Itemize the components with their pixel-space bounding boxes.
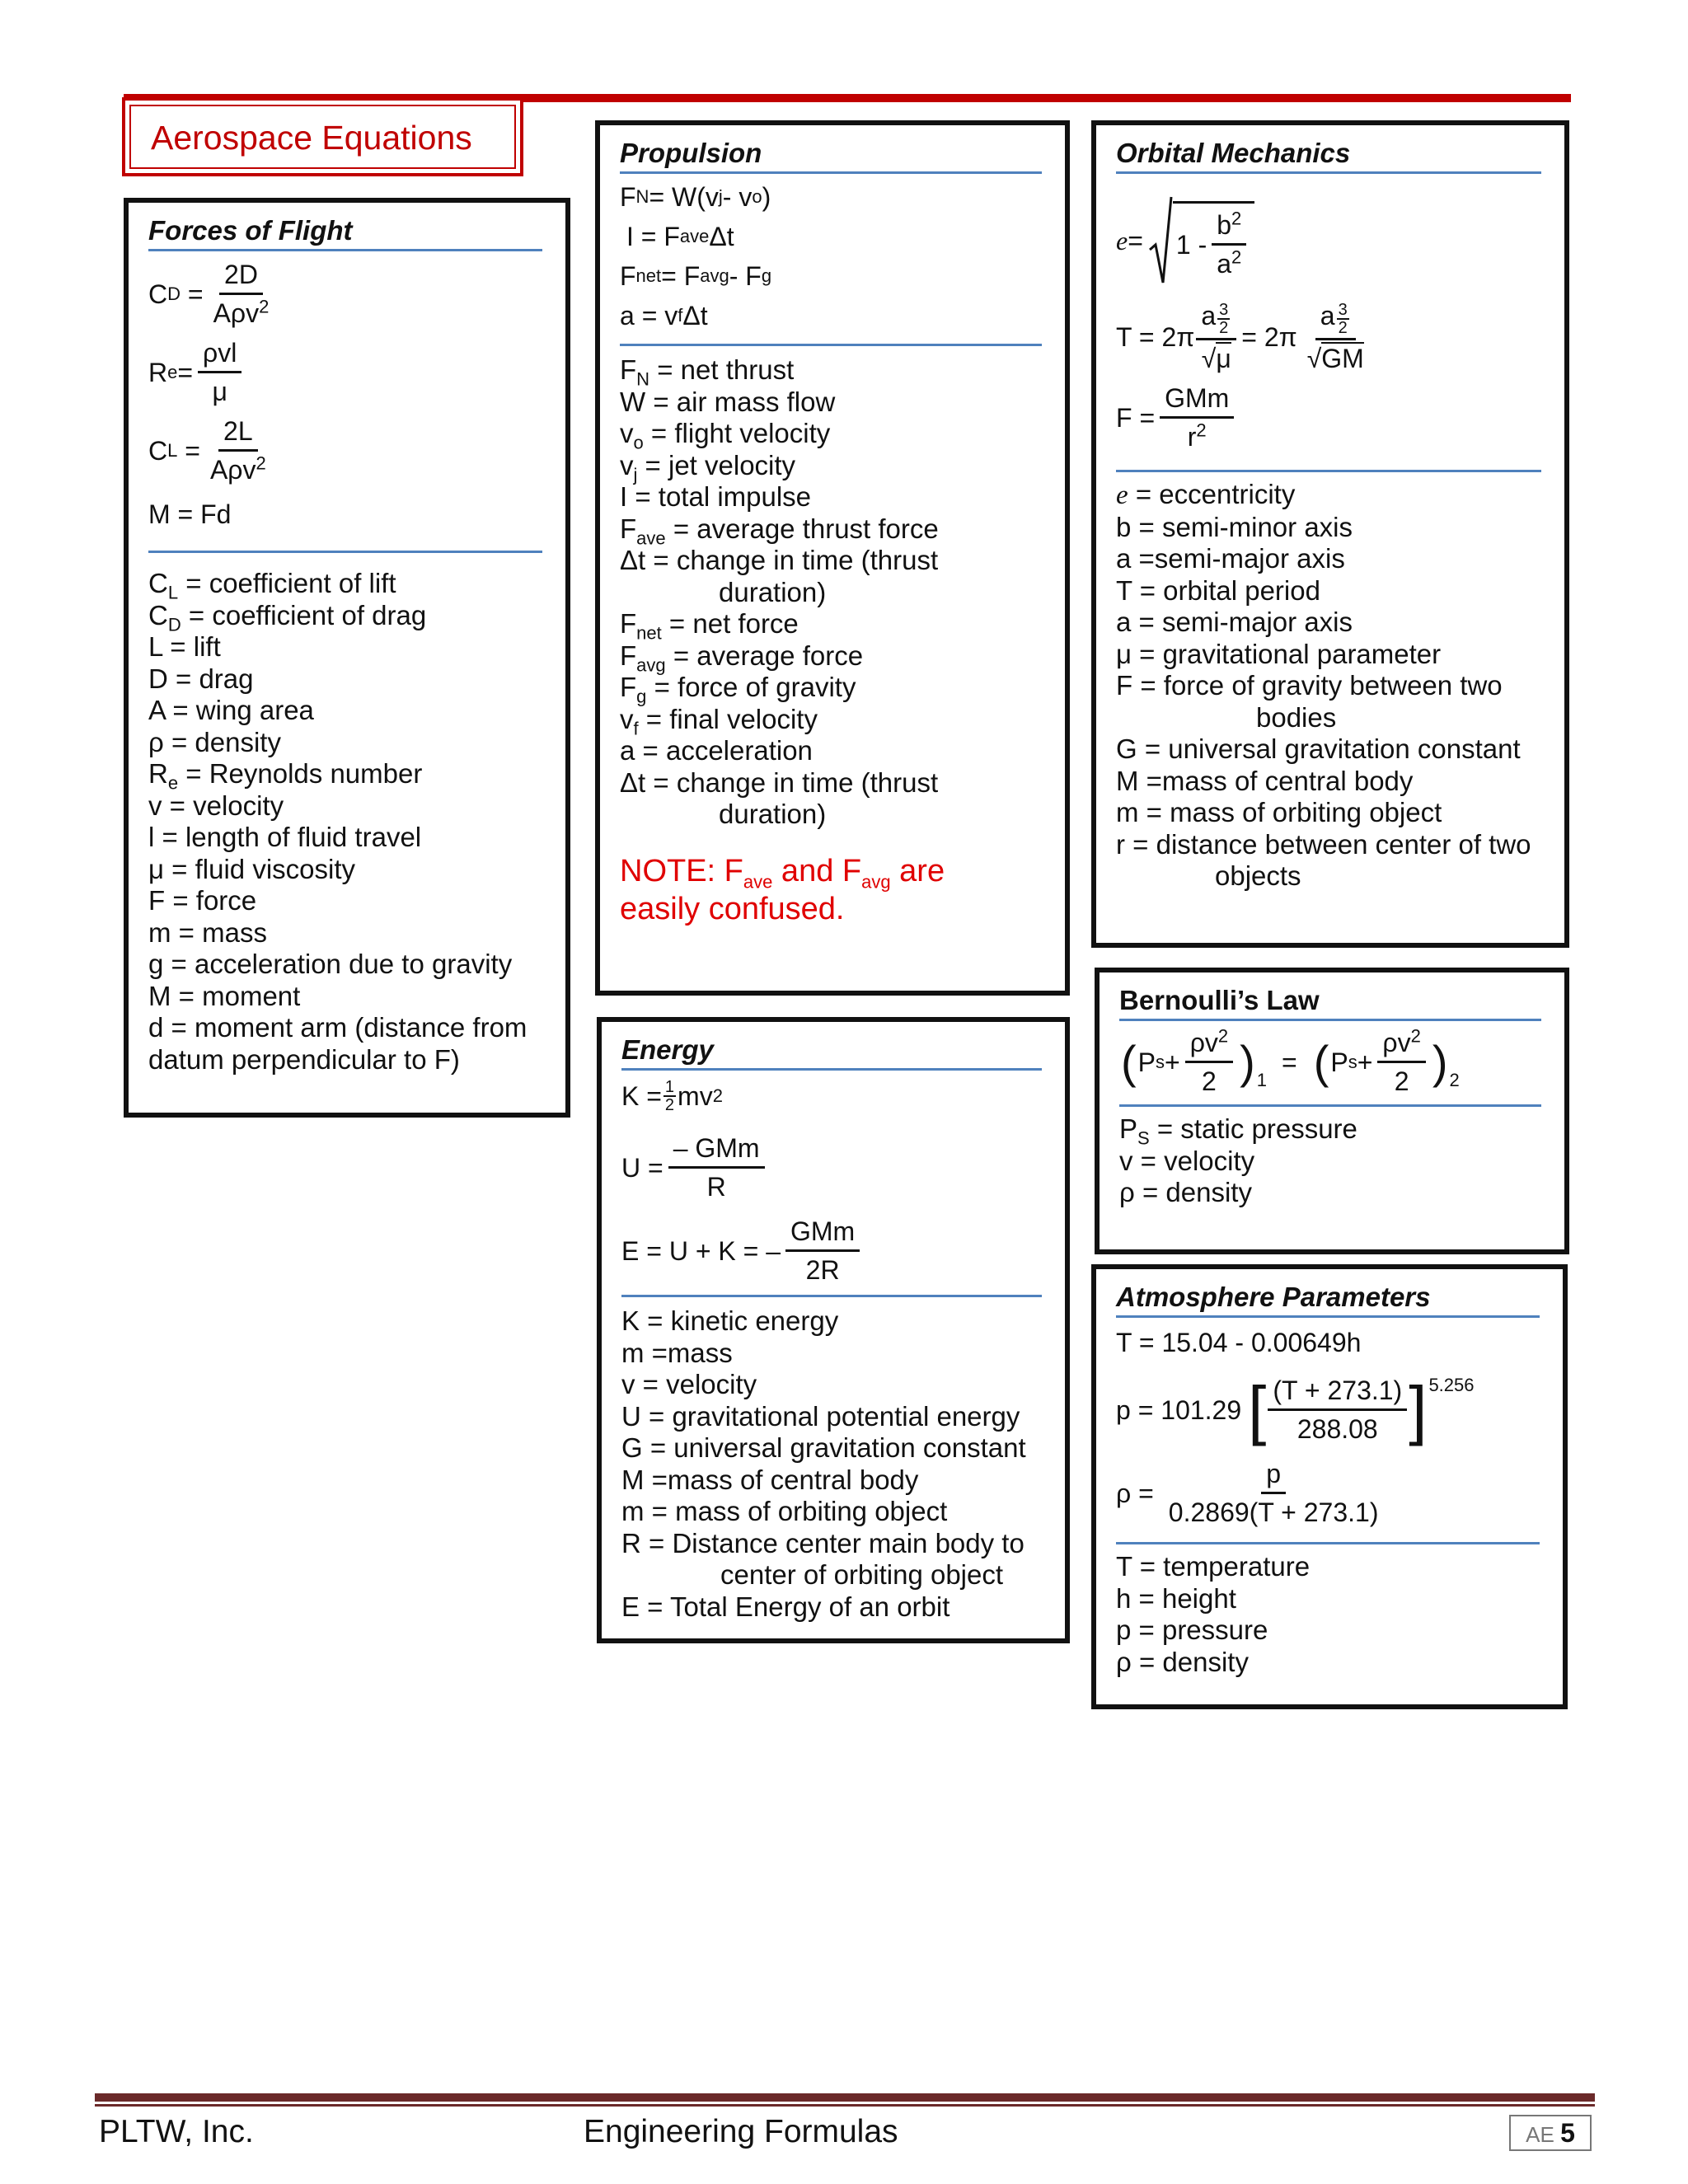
propulsion-title: Propulsion	[620, 137, 1042, 174]
drag-coefficient-equation: C D = $\frac{2D}{A\rho v^2}$	[148, 260, 270, 328]
kinetic-energy-equation: K = $\frac{1}{2}$ mv 2	[621, 1078, 723, 1114]
forces-title: Forces of Flight	[148, 214, 542, 251]
definition-item: l = length of fluid travel	[148, 822, 422, 852]
orbital-definitions-2	[1116, 733, 1545, 860]
definition-item: T = temperature	[1116, 1551, 1311, 1582]
definition-item: R = Distance center main body to	[621, 1527, 1025, 1558]
title-box	[122, 97, 523, 176]
definition-item: F = force of gravity between two	[1116, 670, 1503, 701]
definition-item: ρ = density	[1116, 1646, 1249, 1677]
definition-item: b = semi-minor axis	[1116, 511, 1353, 542]
definition-item: a = acceleration	[620, 735, 813, 766]
square-root-icon: 1 - $\frac{b^2}{a^2}$	[1148, 195, 1254, 286]
definition-item: M =mass of central body	[621, 1464, 919, 1495]
definition-item: $F_{avg}$ = average force	[620, 640, 864, 676]
orbital-title: Orbital Mechanics	[1116, 137, 1541, 174]
net-force-equation: F net = F avg - F g	[620, 261, 772, 291]
definition-item: W = air mass flow	[620, 386, 836, 417]
definition-item: m = mass of orbiting object	[621, 1496, 948, 1526]
propulsion-separator	[620, 344, 1042, 346]
reynolds-number-equation: R e = $\frac{\text{ρvl}}{\mu}$	[148, 336, 546, 408]
definition-item: v = velocity	[621, 1369, 757, 1399]
bernoulli-definitions	[1119, 1113, 1545, 1209]
definition-item: $C_L$ = coefficient of lift	[148, 568, 396, 603]
definition-item: d = moment arm (distance from	[148, 1012, 528, 1043]
definition-item: μ = gravitational parameter	[1116, 638, 1442, 669]
definition-item: Δt = change in time (thrust	[620, 545, 939, 575]
definition-item: $R_e$ = Reynolds number	[148, 758, 423, 794]
gravity-force-equation: F = $\frac{\text{GMm}}{r^2}$	[1116, 382, 1545, 453]
energy-title: Energy	[621, 1033, 1042, 1071]
definition-item: h = height	[1116, 1582, 1236, 1614]
definition-item: A = wing area	[148, 695, 314, 725]
definition-item: K = kinetic energy	[621, 1305, 839, 1336]
propulsion-definition-continuation: duration)	[719, 576, 827, 607]
atmosphere-definitions	[1116, 1551, 1543, 1678]
definition-item: m = mass	[148, 916, 267, 948]
page-number-badge: AE 5	[1509, 2115, 1592, 2151]
energy-separator	[621, 1295, 1042, 1297]
energy-definitions	[621, 1305, 1045, 1559]
definition-item: e = eccentricity	[1116, 479, 1296, 511]
definition-item: $F_N$ = net thrust	[620, 354, 795, 390]
orbital-definitions	[1116, 479, 1545, 702]
definition-item: $v_j$ = jet velocity	[620, 449, 796, 485]
definition-item: $F_{net}$ = net force	[620, 608, 799, 644]
definition-item: g = acceleration due to gravity	[148, 949, 513, 979]
definition-item: I = total impulse	[620, 481, 812, 512]
energy-definition-continuation: center of orbiting object	[720, 1559, 1004, 1590]
total-energy-equation: E = U + K = – $\frac{\text{GMm}}{2R}$	[621, 1215, 1045, 1286]
net-thrust-equation: F N = W(v j - v o )	[620, 182, 771, 212]
footer-publisher: PLTW, Inc.	[99, 2114, 254, 2149]
energy-panel	[597, 1017, 1070, 1643]
definition-item: v = velocity	[148, 790, 284, 821]
propulsion-definitions	[620, 354, 1045, 577]
definition-item: M =mass of central body	[1116, 765, 1414, 796]
propulsion-definitions-2	[620, 608, 1045, 799]
definition-item: U = gravitational potential energy	[621, 1400, 1020, 1432]
definition-item: μ = fluid viscosity	[148, 853, 356, 884]
definition-item: G = universal gravitation constant	[1116, 733, 1521, 765]
definition-item: r = distance between center of two	[1116, 828, 1531, 860]
definition-item: L = lift	[148, 631, 221, 662]
eccentricity-equation: e = 1 - $\frac{b^2}{a^2}$	[1116, 195, 1545, 286]
definition-item: m = mass of orbiting object	[1116, 797, 1442, 828]
definition-item: p = pressure	[1116, 1615, 1268, 1645]
definition-item: $F_g$ = force of gravity	[620, 672, 856, 707]
forces-definitions	[148, 568, 546, 1044]
propulsion-note: NOTE: $F_{ave}$ and $F_{avg}$ are easily confused.	[620, 853, 945, 926]
bernoulli-title: Bernoulli’s Law	[1119, 984, 1541, 1021]
definition-item: $v_f$ = final velocity	[620, 703, 818, 739]
definition-item: D = drag	[148, 663, 254, 694]
lift-coefficient-equation: C L = $\frac{2L}{A\rho v^2}$	[148, 416, 266, 485]
impulse-equation: I = F ave Δt	[626, 222, 734, 251]
definition-item: a =semi-major axis	[1116, 543, 1345, 574]
acceleration-equation: a = v f Δt	[620, 301, 708, 330]
page-title: Aerospace Equations	[129, 105, 516, 169]
bernoulli-panel	[1095, 968, 1569, 1254]
definition-item: a = semi-major axis	[1116, 607, 1353, 638]
orbital-definition-continuation-2: objects	[1215, 860, 1301, 892]
energy-definition-last: E = Total Energy of an orbit	[621, 1591, 950, 1622]
orbital-period-equation: T = 2π a $\frac{3}{2}$ √μ = 2π a $\frac{3}{2}$ √GM	[1116, 301, 1364, 374]
atmosphere-title: Atmosphere Parameters	[1116, 1281, 1540, 1318]
definition-item: M = moment	[148, 980, 301, 1011]
propulsion-definition-continuation-2: duration)	[719, 799, 827, 829]
definition-item: $C_D$ = coefficient of drag	[148, 599, 427, 635]
footer-document-title: Engineering Formulas	[584, 2114, 898, 2149]
forces-definition-continuation: datum perpendicular to F)	[148, 1043, 460, 1075]
definition-item: F = force	[148, 885, 257, 916]
propulsion-panel	[595, 120, 1070, 996]
potential-energy-equation: U = $\frac{\text{– GMm}}{R}$	[621, 1132, 1045, 1203]
definition-item: ρ = density	[148, 726, 281, 757]
definition-item: T = orbital period	[1116, 574, 1320, 606]
orbital-separator	[1116, 470, 1541, 472]
definition-item: $F_{ave}$ = average thrust force	[620, 513, 939, 549]
forces-of-flight-panel	[124, 198, 570, 1118]
definition-item: $v_o$ = flight velocity	[620, 418, 831, 453]
orbital-definition-continuation: bodies	[1256, 701, 1337, 733]
footer-rule	[95, 2093, 1595, 2102]
definition-item: v = velocity	[1119, 1145, 1255, 1176]
definition-item: Δt = change in time (thrust	[620, 766, 939, 798]
density-equation: ρ = $\frac{p}{0.2869(T + 273.1)}$	[1116, 1459, 1379, 1527]
bernoulli-equation: ( P s + $\frac{\rho v^2}{2}$ ) $_1$ = ( P s + $\frac{\rho v^2}{2}$ ) $_2$	[1121, 1025, 1460, 1096]
atmosphere-separator	[1116, 1542, 1540, 1544]
orbital-mechanics-panel	[1091, 120, 1569, 948]
definition-item: G = universal gravitation constant	[621, 1432, 1026, 1463]
footer-rule-thin	[95, 2104, 1595, 2107]
moment-equation: M = Fd	[148, 499, 232, 529]
pressure-equation: p = 101.29 [ $\frac{(T + 273.1)}{288.08}$ ] $^{5.256}$	[1116, 1372, 1475, 1446]
definition-item: m =mass	[621, 1337, 733, 1368]
definition-item: $P_S$ = static pressure	[1119, 1113, 1357, 1149]
forces-separator	[148, 551, 542, 553]
atmosphere-panel	[1091, 1264, 1568, 1709]
bernoulli-separator	[1119, 1104, 1541, 1107]
definition-item: ρ = density	[1119, 1177, 1252, 1207]
temperature-equation: T = 15.04 - 0.00649h	[1116, 1328, 1362, 1357]
